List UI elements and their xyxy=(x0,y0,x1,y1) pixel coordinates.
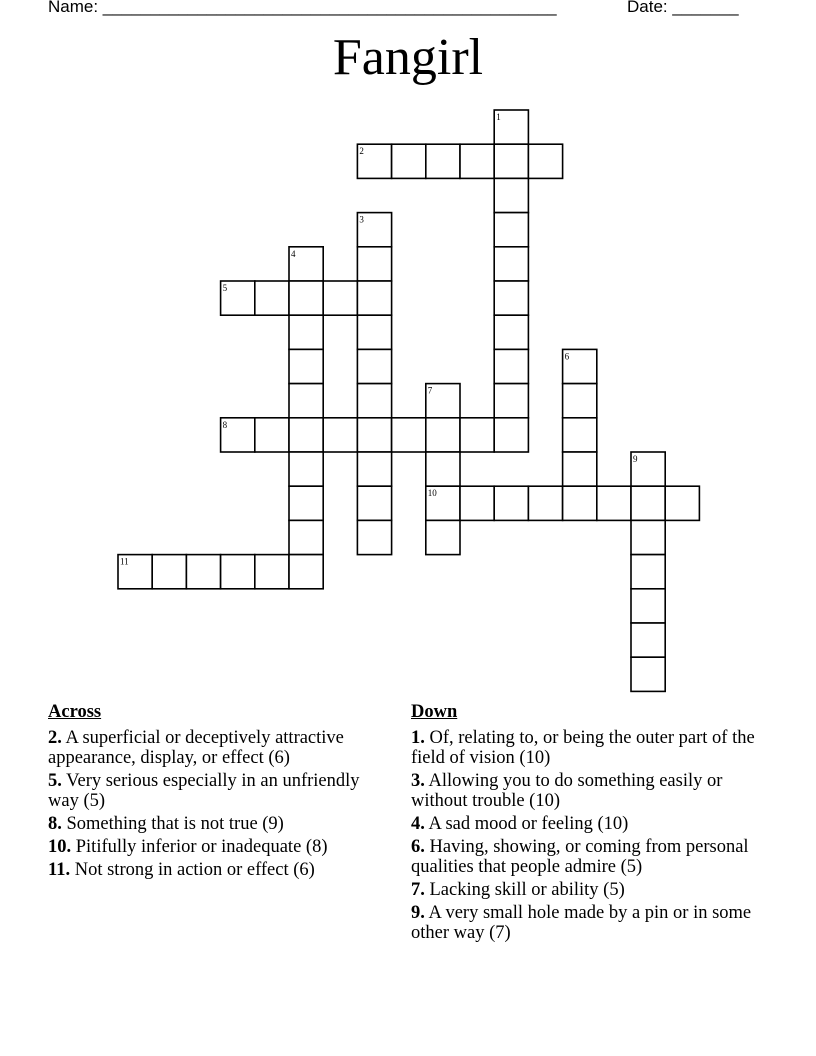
across-heading: Across xyxy=(48,702,102,722)
grid-cell[interactable] xyxy=(221,555,255,589)
grid-cell[interactable] xyxy=(494,144,528,178)
grid-cell[interactable] xyxy=(631,486,665,520)
grid-cell[interactable] xyxy=(357,315,391,349)
clue-text: Having, showing, or coming from personal qualities that people admire (5) xyxy=(411,837,749,877)
grid-cell[interactable] xyxy=(255,281,289,315)
clue-number: 6. xyxy=(411,837,425,857)
clue-text: Allowing you to do something easily or without trouble (10) xyxy=(411,771,723,811)
clue-number: 4. xyxy=(411,814,425,834)
puzzle-title: Fangirl xyxy=(332,29,484,86)
grid-cell[interactable] xyxy=(597,486,631,520)
clue-text: A superficial or deceptively attractive appearance, display, or effect (6) xyxy=(48,728,344,768)
grid-cell[interactable] xyxy=(357,384,391,418)
grid-cell[interactable] xyxy=(289,349,323,383)
grid-cell[interactable] xyxy=(289,418,323,452)
grid-cell[interactable] xyxy=(631,555,665,589)
grid-cell[interactable] xyxy=(255,418,289,452)
cell-number: 8 xyxy=(222,419,228,430)
down-clue xyxy=(411,903,756,943)
cell-number: 7 xyxy=(427,385,433,396)
across-clue xyxy=(48,728,383,768)
grid-cell[interactable] xyxy=(563,452,597,486)
across-clue xyxy=(48,837,383,857)
grid-cell[interactable] xyxy=(289,315,323,349)
grid-cell[interactable] xyxy=(631,623,665,657)
grid-cell[interactable] xyxy=(255,555,289,589)
grid-cell[interactable] xyxy=(392,144,426,178)
grid-cell[interactable] xyxy=(357,520,391,554)
clue-number: 8. xyxy=(48,814,62,834)
grid-cell[interactable] xyxy=(152,555,186,589)
across-clue xyxy=(48,771,383,811)
cell-number: 10 xyxy=(427,488,437,499)
grid-cell[interactable] xyxy=(494,418,528,452)
clue-number: 11. xyxy=(48,860,71,880)
across-clue xyxy=(48,814,383,834)
grid-cell[interactable] xyxy=(494,247,528,281)
grid-cell[interactable] xyxy=(563,384,597,418)
cell-number: 4 xyxy=(291,248,296,259)
grid-cell[interactable] xyxy=(323,418,357,452)
cell-number: 6 xyxy=(564,351,570,362)
grid-cell[interactable] xyxy=(186,555,220,589)
across-clues xyxy=(48,702,383,883)
down-clue xyxy=(411,728,756,768)
across-clue xyxy=(48,860,383,880)
cell-number: 9 xyxy=(633,454,638,464)
grid-cell[interactable] xyxy=(289,281,323,315)
grid-cell[interactable] xyxy=(426,452,460,486)
grid-cell[interactable] xyxy=(631,589,665,623)
clue-number: 1. xyxy=(411,728,425,748)
clue-text: A very small hole made by a pin or in some other way (7) xyxy=(411,903,752,943)
down-clue xyxy=(411,814,756,834)
clue-text: Of, relating to, or being the outer part of the field of vision (10) xyxy=(411,728,755,768)
down-clue xyxy=(411,880,756,900)
grid-cell[interactable] xyxy=(289,452,323,486)
clue-number: 9. xyxy=(411,903,425,923)
grid-cell[interactable] xyxy=(528,144,562,178)
grid-cell[interactable] xyxy=(357,349,391,383)
cell-number: 11 xyxy=(120,556,129,567)
cell-number: 5 xyxy=(222,283,228,293)
cell-number: 3 xyxy=(359,214,364,225)
clue-number: 7. xyxy=(411,880,425,900)
clue-text: Something that is not true (9) xyxy=(66,814,284,834)
grid-cell[interactable] xyxy=(357,281,391,315)
clue-text: Lacking skill or ability (5) xyxy=(429,880,625,900)
grid-cell[interactable] xyxy=(631,520,665,554)
grid-cell[interactable] xyxy=(460,418,494,452)
grid-cell[interactable] xyxy=(631,657,665,691)
clue-number: 2. xyxy=(48,728,62,748)
grid-cell[interactable] xyxy=(289,486,323,520)
grid-cell[interactable] xyxy=(289,384,323,418)
grid-cell[interactable] xyxy=(289,520,323,554)
clue-text: Pitifully inferior or inadequate (8) xyxy=(75,837,328,857)
grid-cell[interactable] xyxy=(563,486,597,520)
down-clue xyxy=(411,771,756,811)
grid-cell[interactable] xyxy=(392,418,426,452)
grid-cell[interactable] xyxy=(323,281,357,315)
grid-cell[interactable] xyxy=(357,418,391,452)
clue-text: Very serious especially in an unfriendly way (5) xyxy=(48,771,360,811)
grid-cell[interactable] xyxy=(357,486,391,520)
grid-cell[interactable] xyxy=(494,213,528,247)
clue-text: A sad mood or feeling (10) xyxy=(428,814,629,834)
cell-number: 2 xyxy=(359,146,364,157)
down-clue xyxy=(411,837,756,877)
down-heading: Down xyxy=(411,702,458,722)
grid-cell[interactable] xyxy=(289,555,323,589)
grid-cell[interactable] xyxy=(460,144,494,178)
grid-cell[interactable] xyxy=(494,281,528,315)
name-field-label: Name: ________________________________________________ xyxy=(48,0,557,16)
grid-cell[interactable] xyxy=(357,452,391,486)
date-field-label: Date: _______ xyxy=(627,0,739,16)
clue-number: 10. xyxy=(48,837,72,857)
grid-cell[interactable] xyxy=(563,418,597,452)
grid-cell[interactable] xyxy=(494,384,528,418)
grid-cell[interactable] xyxy=(426,418,460,452)
clue-number: 5. xyxy=(48,771,62,791)
clue-number: 3. xyxy=(411,771,425,791)
grid-cell[interactable] xyxy=(494,178,528,212)
grid-cell[interactable] xyxy=(494,349,528,383)
grid-cell[interactable] xyxy=(494,486,528,520)
grid-cell[interactable] xyxy=(665,486,699,520)
grid-cell[interactable] xyxy=(494,315,528,349)
grid-cell[interactable] xyxy=(426,144,460,178)
grid-cell[interactable] xyxy=(528,486,562,520)
cell-number: 1 xyxy=(496,112,501,122)
grid-cell[interactable] xyxy=(426,520,460,554)
clue-text: Not strong in action or effect (6) xyxy=(74,860,315,880)
grid-cell[interactable] xyxy=(357,247,391,281)
grid-cell[interactable] xyxy=(460,486,494,520)
down-clues xyxy=(411,702,756,946)
